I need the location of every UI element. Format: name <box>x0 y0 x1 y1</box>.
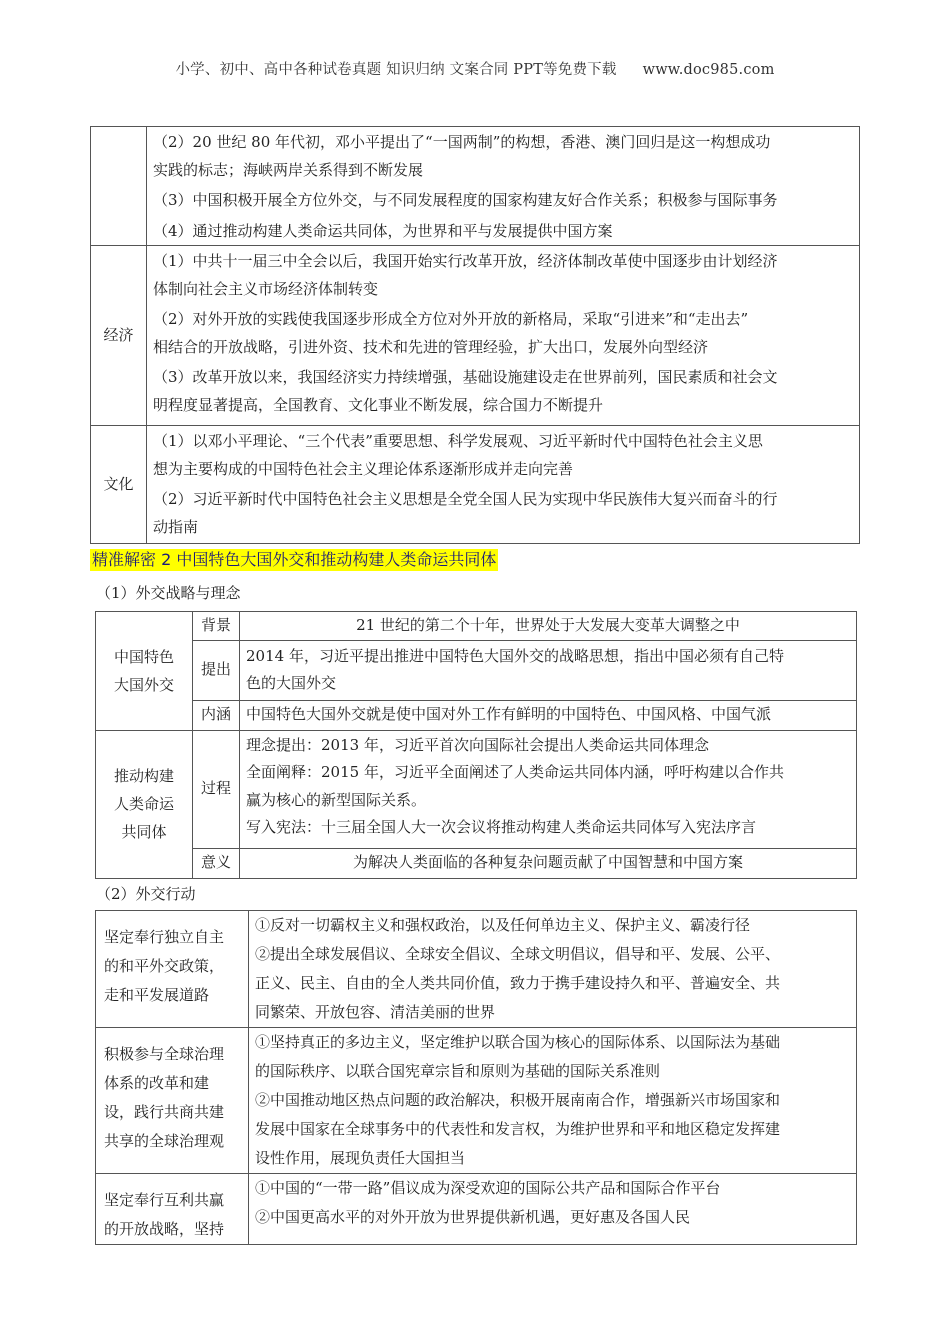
content-line: ①反对一切霸权主义和强权政治，以及任何单边主义、保护主义、霸凌行径 <box>255 916 751 934</box>
category-line: 走和平发展道路 <box>104 986 210 1004</box>
content-line: 想为主要构成的中国特色社会主义理论体系逐渐形成并走向完善 <box>153 459 574 478</box>
content-line: ①坚持真正的多边主义，坚定维护以联合国为核心的国际体系、以国际法为基础 <box>255 1033 781 1051</box>
subheading-actions: （2）外交行动 <box>96 885 196 903</box>
category-line: 体系的改革和建 <box>104 1074 210 1092</box>
content-cell <box>240 612 857 641</box>
category-line: 人类命运 <box>113 795 174 813</box>
content-line: 的国际秩序、以联合国宪章宗旨和原则为基础的国际关系准则 <box>255 1062 661 1080</box>
content-line: （3）改革开放以来，我国经济实力持续增强，基础设施建设走在世界前列，国民素质和社会文 <box>153 368 778 386</box>
category-cell <box>96 911 249 1028</box>
content-line: 设性作用，展现负责任大国担当 <box>255 1149 466 1167</box>
content-cell <box>249 1174 857 1245</box>
content-line: 中国特色大国外交就是使中国对外工作有鲜明的中国特色、中国风格、中国气派 <box>246 704 772 723</box>
content-cell <box>147 426 860 544</box>
content-line: 为解决人类面临的各种复杂问题贡献了中国智慧和中国方案 <box>352 852 743 871</box>
content-cell <box>240 848 857 878</box>
table-row <box>96 1028 857 1174</box>
content-cell <box>147 127 860 246</box>
content-line: 同繁荣、开放包容、清洁美丽的世界 <box>255 1003 496 1021</box>
content-line: ②提出全球发展倡议、全球安全倡议、全球文明倡议，倡导和平、发展、公平、 <box>255 945 781 963</box>
table-row <box>96 911 857 1028</box>
row-label: 过程 <box>193 730 240 848</box>
category-cell <box>96 1028 249 1174</box>
content-cell <box>240 700 857 730</box>
content-line: （1）以邓小平理论、“三个代表”重要思想、科学发展观、习近平新时代中国特色社会主义思 <box>153 432 763 450</box>
content-cell <box>240 640 857 700</box>
header-url[interactable]: www.doc985.com <box>642 62 775 78</box>
content-line: （2）习近平新时代中国特色社会主义思想是全党全国人民为实现中华民族伟大复兴而奋斗的行 <box>153 490 778 508</box>
content-line: （4）通过推动构建人类命运共同体，为世界和平与发展提供中国方案 <box>153 221 613 240</box>
table-row <box>91 246 860 426</box>
category-line: 坚定奉行互利共赢 <box>104 1191 225 1209</box>
content-line: 理念提出：2013 年，习近平首次向国际社会提出人类命运共同体理念 <box>246 735 709 754</box>
content-line: 2014 年，习近平提出推进中国特色大国外交的战略思想，指出中国必须有自己特 <box>246 646 784 665</box>
content-line: 正义、民主、自由的全人类共同价值，致力于携手建设持久和平、普遍安全、共 <box>255 974 781 992</box>
content-line: 相结合的开放战略，引进外资、技术和先进的管理经验，扩大出口，发展外向型经济 <box>153 337 709 356</box>
category-line: 的和平外交政策， <box>104 957 225 975</box>
content-cell <box>240 730 857 848</box>
category-line: 设，践行共商共建 <box>104 1103 225 1121</box>
category-line: 的开放战略，坚持 <box>104 1220 225 1238</box>
row-label: 内涵 <box>193 700 240 730</box>
content-line: 发展中国家在全球事务中的代表性和发言权，为维护世界和平和地区稳定发挥建 <box>255 1120 781 1138</box>
content-cell <box>147 246 860 426</box>
page-header <box>0 58 950 79</box>
subheading-strategy: （1）外交战略与理念 <box>96 584 241 602</box>
content-line: （1）中共十一届三中全会以后，我国开始实行改革开放，经济体制改革使中国逐步由计划经济 <box>153 252 778 270</box>
category-cell <box>96 1174 249 1245</box>
content-line: ②中国推动地区热点问题的政治解决，积极开展南南合作，增强新兴市场国家和 <box>255 1091 781 1109</box>
content-line: 色的大国外交 <box>246 674 337 692</box>
table-row <box>96 640 857 700</box>
content-line: （2）20 世纪 80 年代初，邓小平提出了“一国两制”的构想，香港、澳门回归是这一构想成功 <box>153 133 771 151</box>
content-line: （3）中国积极开展全方位外交，与不同发展程度的国家构建友好合作关系；积极参与国际事务 <box>153 191 778 209</box>
table-row <box>91 127 860 246</box>
category-line: 坚定奉行独立自主 <box>104 928 225 946</box>
header-text: 小学、初中、高中各种试卷真题 知识归纳 文案合同 PPT等免费下载 <box>175 62 617 78</box>
category-cell <box>96 612 193 731</box>
content-cell <box>249 911 857 1028</box>
content-line: 21 世纪的第二个十年，世界处于大发展大变革大调整之中 <box>356 616 740 634</box>
category-line: 中国特色 <box>113 647 174 666</box>
category-line: 推动构建 <box>113 767 174 785</box>
table-row <box>96 700 857 730</box>
category-cell <box>91 127 147 246</box>
section-title: 精准解密 2 中国特色大国外交和推动构建人类命运共同体 <box>92 550 497 569</box>
row-label: 意义 <box>193 848 240 878</box>
content-line: ①中国的“一带一路”倡议成为深受欢迎的国际公共产品和国际合作平台 <box>255 1179 721 1197</box>
diplomacy-actions-table <box>95 910 857 1245</box>
category-cell: 经济 <box>91 246 147 426</box>
content-line: ②中国更高水平的对外开放为世界提供新机遇，更好惠及各国人民 <box>255 1208 691 1226</box>
content-line: （2）对外开放的实践使我国逐步形成全方位对外开放的新格局，采取“引进来”和“走出去” <box>153 310 749 328</box>
content-line: 全面阐释：2015 年，习近平全面阐述了人类命运共同体内涵，呼吁构建以合作共 <box>246 763 784 781</box>
row-label: 提出 <box>193 640 240 700</box>
table-row <box>91 426 860 544</box>
politics-economy-culture-table <box>90 126 860 544</box>
category-cell <box>96 730 193 878</box>
category-line: 积极参与全球治理 <box>104 1045 225 1063</box>
category-line: 大国外交 <box>113 675 174 694</box>
category-line: 共享的全球治理观 <box>104 1132 225 1150</box>
category-line: 共同体 <box>121 823 167 841</box>
content-line: 写入宪法：十三届全国人大一次会议将推动构建人类命运共同体写入宪法序言 <box>246 818 757 836</box>
row-label: 背景 <box>193 612 240 641</box>
diplomacy-strategy-table <box>95 611 857 879</box>
table-row <box>96 848 857 878</box>
content-cell <box>249 1028 857 1174</box>
content-line: 赢为核心的新型国际关系。 <box>246 790 427 809</box>
table-row <box>96 1174 857 1245</box>
table-row <box>96 612 857 641</box>
content-line: 实践的标志；海峡两岸关系得到不断发展 <box>153 160 424 179</box>
content-line: 体制向社会主义市场经济体制转变 <box>153 279 379 298</box>
content-line: 动指南 <box>153 517 199 536</box>
category-cell: 文化 <box>91 426 147 544</box>
table-row <box>96 730 857 848</box>
content-line: 明程度显著提高，全国教育、文化事业不断发展，综合国力不断提升 <box>153 395 604 414</box>
